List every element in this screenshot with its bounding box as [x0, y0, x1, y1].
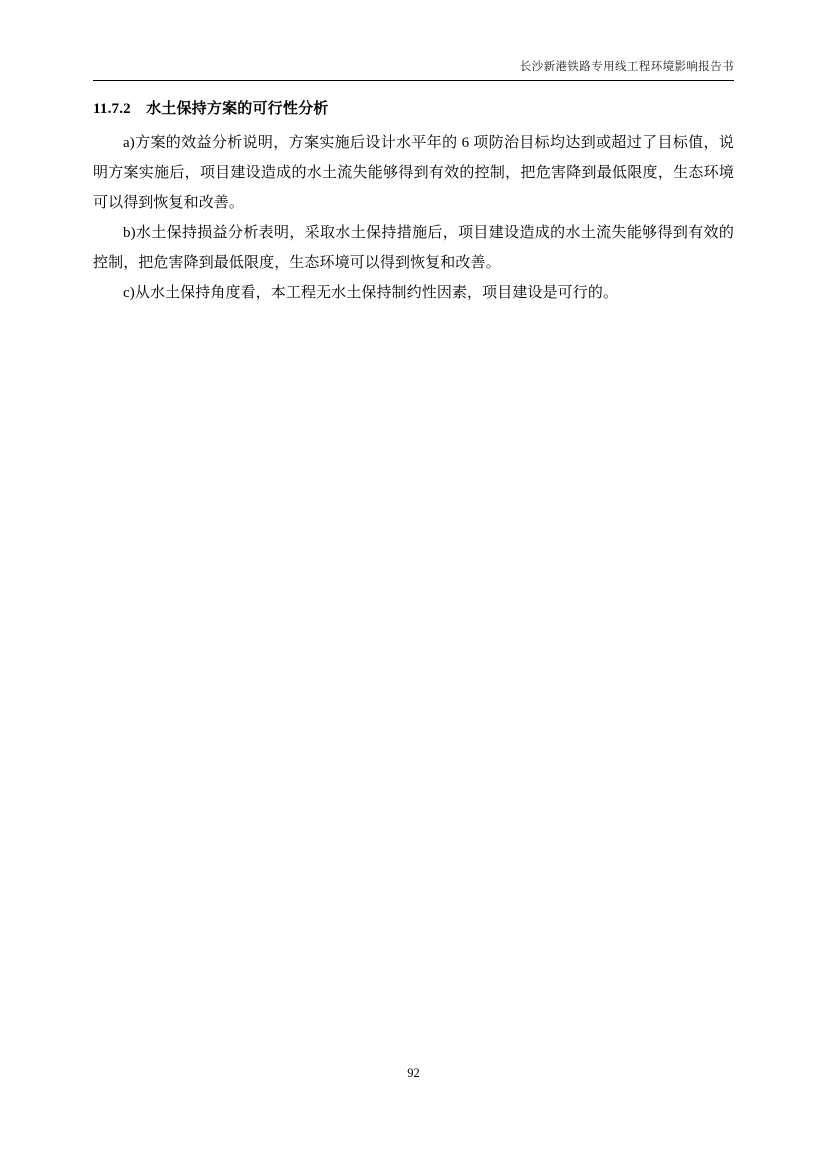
page-number: 92	[407, 1066, 420, 1080]
paragraph-b: b)水土保持损益分析表明，采取水土保持措施后，项目建设造成的水土流失能够得到有效的控制，把危害降到最低限度，生态环境可以得到恢复和改善。	[93, 225, 734, 271]
heading-spacer	[131, 101, 146, 117]
header-divider	[93, 80, 734, 81]
page-header-title: 长沙新港铁路专用线工程环境影响报告书	[519, 61, 734, 73]
page-content	[93, 96, 734, 308]
section-heading	[93, 96, 734, 122]
paragraph-c: c)从水土保持角度看，本工程无水土保持制约性因素，项目建设是可行的。	[123, 285, 619, 301]
section-title: 水土保持方案的可行性分析	[146, 101, 329, 117]
paragraph-a: a)方案的效益分析说明，方案实施后设计水平年的 6 项防治目标均达到或超过了目标值，说明方案实施后，项目建设造成的水土流失能够得到有效的控制，把危害降到最低限度，生态环境可以得到恢复和改善。	[93, 135, 734, 211]
section-number: 11.7.2	[93, 101, 131, 117]
